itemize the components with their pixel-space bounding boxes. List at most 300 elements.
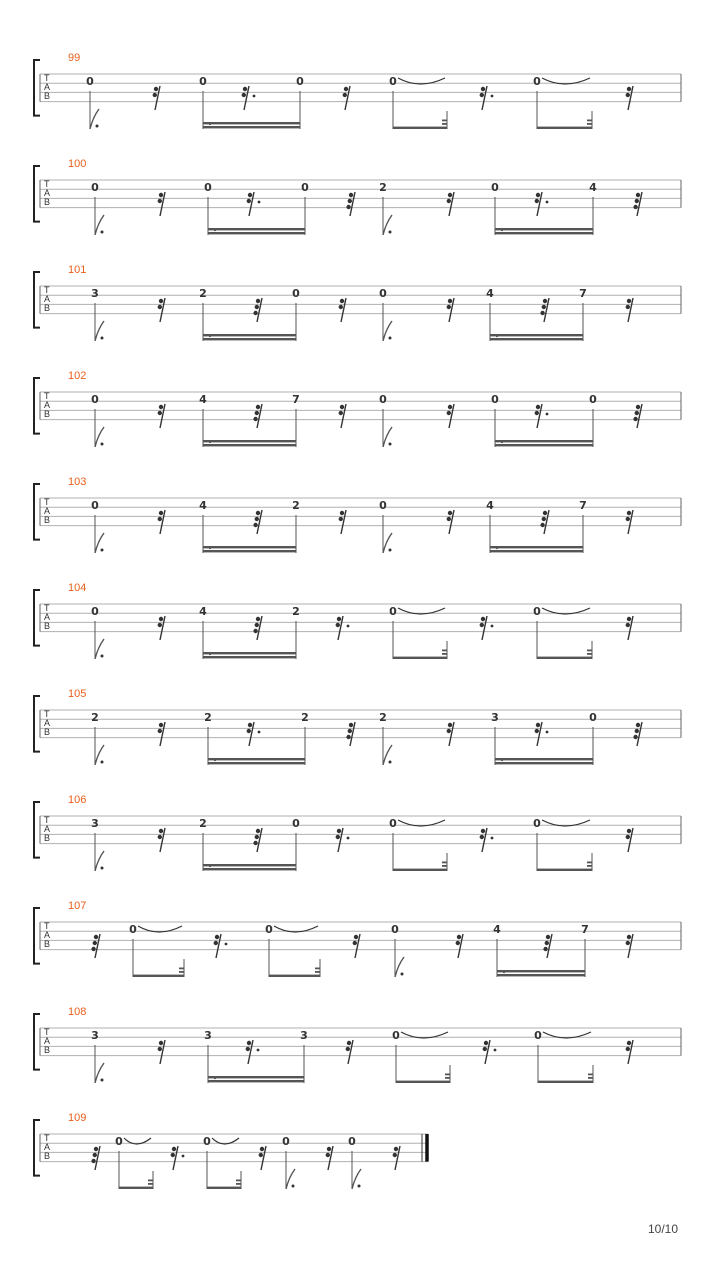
rest-flag [626, 941, 630, 945]
tab-clef-letter: T [44, 1027, 50, 1037]
rest-flag [542, 305, 546, 309]
beam-partial [148, 1180, 153, 1182]
rest-flag [546, 935, 550, 939]
fret-number: 0 [91, 499, 99, 512]
tab-clef-letter: A [44, 1142, 51, 1152]
rest-flag [253, 417, 257, 421]
tab-clef-letter: T [44, 73, 50, 83]
beam-primary [208, 232, 305, 234]
rest-flag [243, 87, 247, 91]
beam-secondary [208, 228, 305, 230]
beam-primary [538, 1081, 593, 1083]
rest-flag [91, 947, 95, 951]
beam-partial [179, 968, 184, 970]
beam-partial [442, 120, 447, 122]
fret-number: 4 [486, 287, 494, 300]
note-dot [214, 759, 216, 761]
fret-number: 0 [91, 605, 99, 618]
note-dot [209, 653, 211, 655]
beam-primary [203, 444, 296, 446]
beam-partial [587, 650, 592, 652]
rest-flag [326, 1153, 330, 1157]
rest-flag [158, 517, 162, 521]
note-dot [209, 123, 211, 125]
rest-flag [159, 617, 163, 621]
rest-flag [633, 417, 637, 421]
rest-flag [255, 305, 259, 309]
rest-flag [94, 1147, 98, 1151]
fret-number: 2 [301, 711, 309, 724]
rest-flag [447, 199, 451, 203]
tab-clef-letter: A [44, 612, 51, 622]
rest-flag [256, 829, 260, 833]
beam-secondary [208, 1076, 304, 1078]
fret-number: 7 [579, 287, 587, 300]
fret-number: 0 [389, 605, 397, 618]
note-dot [389, 549, 392, 552]
rest-dot [347, 625, 350, 628]
beam-partial [442, 653, 447, 655]
beam-primary [203, 338, 296, 340]
rest-flag [172, 1147, 176, 1151]
rest-dot [258, 201, 261, 204]
system-bracket [34, 1120, 40, 1176]
rest-flag [626, 93, 630, 97]
rest-flag [535, 729, 539, 733]
fret-number: 0 [391, 923, 399, 936]
rest-flag [540, 311, 544, 315]
fret-number: 0 [296, 75, 304, 88]
rest-flag [456, 941, 460, 945]
rest-flag [353, 941, 357, 945]
rest-flag [626, 623, 630, 627]
tab-clef-letter: T [44, 391, 50, 401]
tab-clef-letter: A [44, 188, 51, 198]
rest-flag [447, 411, 451, 415]
system-bracket [34, 1014, 40, 1070]
rest-flag [253, 523, 257, 527]
fret-number: 3 [204, 1029, 212, 1042]
fret-number: 0 [292, 287, 300, 300]
measure-number: 101 [68, 264, 87, 276]
beam-partial [315, 968, 320, 970]
rest-flag [540, 523, 544, 527]
rest-flag [340, 299, 344, 303]
tab-clef-letter: B [44, 1045, 51, 1055]
fret-number: 4 [589, 181, 597, 194]
rest-flag [159, 405, 163, 409]
fret-number: 2 [379, 181, 387, 194]
fret-number: 0 [282, 1135, 290, 1148]
rest-flag [535, 199, 539, 203]
beam-secondary [497, 970, 585, 972]
rest-flag [247, 199, 251, 203]
beam-secondary [490, 546, 583, 548]
rest-flag [159, 299, 163, 303]
system-bracket [34, 590, 40, 646]
tab-clef-letter: T [44, 285, 50, 295]
fret-number: 7 [579, 499, 587, 512]
beam-secondary [203, 122, 300, 124]
note-dot [101, 231, 104, 234]
rest-flag [448, 723, 452, 727]
beam-primary [133, 975, 184, 977]
fret-number: 0 [129, 923, 137, 936]
rest-flag [248, 723, 252, 727]
fret-number: 2 [91, 711, 99, 724]
beam-primary [269, 975, 320, 977]
note-dot [401, 973, 404, 976]
rest-flag [171, 1153, 175, 1157]
measure-number: 109 [68, 1112, 87, 1124]
fret-number: 0 [491, 181, 499, 194]
beam-partial [442, 865, 447, 867]
tab-clef-letter: A [44, 294, 51, 304]
rest-flag [627, 511, 631, 515]
rest-flag [481, 617, 485, 621]
rest-flag [339, 305, 343, 309]
system-bracket [34, 272, 40, 328]
fret-number: 4 [199, 499, 207, 512]
beam-secondary [208, 758, 305, 760]
rest-flag [94, 935, 98, 939]
rest-flag [483, 1047, 487, 1051]
rest-flag [242, 93, 246, 97]
rest-flag [448, 405, 452, 409]
system-bracket [34, 696, 40, 752]
measure-number: 99 [68, 52, 81, 64]
note-dot [209, 865, 211, 867]
rest-flag [159, 511, 163, 515]
rest-flag [91, 1159, 95, 1163]
rest-flag [626, 305, 630, 309]
fret-number: 0 [292, 817, 300, 830]
rest-dot [546, 413, 549, 416]
rest-flag [158, 623, 162, 627]
beam-primary [490, 550, 583, 552]
rest-flag [627, 935, 631, 939]
measure-number: 102 [68, 370, 87, 382]
measure-number: 106 [68, 794, 87, 806]
beam-partial [588, 1077, 593, 1079]
fret-number: 0 [534, 1029, 542, 1042]
rest-flag [636, 405, 640, 409]
fret-number: 0 [91, 181, 99, 194]
rest-flag [255, 835, 259, 839]
tab-clef-letter: A [44, 400, 51, 410]
note-dot [101, 655, 104, 658]
system-bracket [34, 60, 40, 116]
rest-dot [225, 943, 228, 946]
note-dot [496, 547, 498, 549]
note-dot [209, 441, 211, 443]
rest-flag [347, 1041, 351, 1045]
rest-flag [636, 193, 640, 197]
note-dot [209, 547, 211, 549]
rest-flag [255, 623, 259, 627]
tab-clef-letter: A [44, 82, 51, 92]
rest-flag [545, 941, 549, 945]
fret-number: 0 [379, 393, 387, 406]
rest-flag [256, 617, 260, 621]
rest-flag [158, 1047, 162, 1051]
rest-flag [543, 299, 547, 303]
fret-number: 0 [91, 393, 99, 406]
rest-flag [481, 87, 485, 91]
tab-clef-letter: B [44, 727, 51, 737]
rest-flag [626, 1047, 630, 1051]
rest-flag [348, 199, 352, 203]
fret-number: 4 [486, 499, 494, 512]
rest-flag [253, 311, 257, 315]
rest-flag [448, 193, 452, 197]
tab-clef-letter: B [44, 1151, 51, 1161]
rest-flag [627, 87, 631, 91]
tab-clef-letter: A [44, 824, 51, 834]
system-bracket [34, 908, 40, 964]
rest-flag [340, 511, 344, 515]
rest-flag [159, 829, 163, 833]
beam-secondary [495, 440, 593, 442]
rest-flag [259, 1153, 263, 1157]
system-bracket [34, 166, 40, 222]
rest-flag [626, 835, 630, 839]
fret-number: 0 [589, 711, 597, 724]
rest-flag [346, 205, 350, 209]
rest-flag [339, 411, 343, 415]
fret-number: 3 [91, 1029, 99, 1042]
fret-number: 0 [301, 181, 309, 194]
tab-clef-letter: A [44, 930, 51, 940]
rest-flag [543, 947, 547, 951]
rest-dot [347, 837, 350, 840]
measure-number: 105 [68, 688, 87, 700]
fret-number: 7 [292, 393, 300, 406]
note-dot [389, 337, 392, 340]
beam-secondary [203, 440, 296, 442]
beam-secondary [203, 546, 296, 548]
note-dot [501, 759, 503, 761]
note-dot [389, 443, 392, 446]
rest-flag [394, 1147, 398, 1151]
rest-flag [627, 829, 631, 833]
rest-dot [546, 201, 549, 204]
rest-flag [480, 835, 484, 839]
fret-number: 0 [115, 1135, 123, 1148]
rest-flag [247, 1041, 251, 1045]
fret-number: 2 [199, 287, 207, 300]
beam-primary [497, 974, 585, 976]
tab-clef-letter: B [44, 939, 51, 949]
fret-number: 3 [491, 711, 499, 724]
system-bracket [34, 802, 40, 858]
note-dot [96, 125, 99, 128]
rest-flag [93, 1153, 97, 1157]
note-dot [503, 971, 505, 973]
rest-flag [153, 93, 157, 97]
rest-flag [158, 411, 162, 415]
measure-number: 104 [68, 582, 87, 594]
rest-flag [158, 199, 162, 203]
rest-flag [542, 517, 546, 521]
note-dot [101, 761, 104, 764]
tab-clef-letter: B [44, 621, 51, 631]
note-dot [214, 229, 216, 231]
fret-number: 2 [379, 711, 387, 724]
fret-number: 0 [589, 393, 597, 406]
beam-primary [203, 868, 296, 870]
note-dot [214, 1077, 216, 1079]
fret-number: 0 [533, 75, 541, 88]
tab-clef-letter: A [44, 506, 51, 516]
beam-primary [490, 338, 583, 340]
beam-primary [495, 232, 593, 234]
rest-flag [159, 193, 163, 197]
beam-primary [203, 126, 300, 128]
rest-dot [491, 837, 494, 840]
rest-flag [635, 199, 639, 203]
beam-partial [236, 1180, 241, 1182]
beam-secondary [203, 864, 296, 866]
note-dot [101, 549, 104, 552]
beam-primary [396, 1081, 450, 1083]
rest-flag [159, 1041, 163, 1045]
beam-primary [208, 1080, 304, 1082]
rest-flag [481, 829, 485, 833]
fret-number: 0 [348, 1135, 356, 1148]
beam-partial [587, 865, 592, 867]
rest-flag [214, 941, 218, 945]
rest-flag [447, 517, 451, 521]
rest-flag [158, 729, 162, 733]
rest-flag [336, 835, 340, 839]
rest-flag [536, 723, 540, 727]
tab-clef-letter: B [44, 197, 51, 207]
rest-flag [327, 1147, 331, 1151]
rest-flag [346, 1047, 350, 1051]
rest-flag [215, 935, 219, 939]
note-dot [292, 1185, 295, 1188]
rest-flag [337, 829, 341, 833]
beam-partial [588, 1074, 593, 1076]
fret-number: 0 [203, 1135, 211, 1148]
fret-number: 0 [392, 1029, 400, 1042]
rest-flag [260, 1147, 264, 1151]
beam-partial [587, 123, 592, 125]
rest-flag [457, 935, 461, 939]
fret-number: 0 [533, 605, 541, 618]
fret-number: 0 [389, 817, 397, 830]
fret-number: 0 [533, 817, 541, 830]
rest-flag [536, 405, 540, 409]
rest-flag [354, 935, 358, 939]
note-dot [358, 1185, 361, 1188]
beam-partial [315, 971, 320, 973]
beam-partial [587, 653, 592, 655]
system-bracket [34, 378, 40, 434]
beam-secondary [203, 652, 296, 654]
tab-clef-letter: T [44, 497, 50, 507]
rest-flag [256, 299, 260, 303]
rest-flag [93, 941, 97, 945]
fret-number: 3 [300, 1029, 308, 1042]
tab-clef-letter: B [44, 409, 51, 419]
beam-primary [207, 1187, 241, 1189]
rest-flag [543, 511, 547, 515]
rest-flag [246, 1047, 250, 1051]
rest-flag [635, 411, 639, 415]
rest-flag [484, 1041, 488, 1045]
beam-secondary [490, 334, 583, 336]
beam-primary [393, 127, 447, 129]
fret-number: 4 [199, 605, 207, 618]
rest-flag [158, 305, 162, 309]
tab-clef-letter: T [44, 709, 50, 719]
rest-flag [154, 87, 158, 91]
rest-flag [349, 193, 353, 197]
beam-partial [148, 1183, 153, 1185]
fret-number: 0 [379, 287, 387, 300]
rest-flag [626, 517, 630, 521]
rest-flag [633, 205, 637, 209]
note-dot [101, 337, 104, 340]
fret-number: 2 [292, 499, 300, 512]
rest-dot [258, 731, 261, 734]
tab-clef-letter: B [44, 91, 51, 101]
rest-flag [627, 617, 631, 621]
beam-primary [537, 127, 592, 129]
rest-flag [633, 735, 637, 739]
measure-number: 108 [68, 1006, 87, 1018]
beam-secondary [495, 758, 593, 760]
rest-flag [253, 841, 257, 845]
beam-secondary [203, 334, 296, 336]
rest-flag [346, 735, 350, 739]
rest-flag [255, 411, 259, 415]
beam-partial [587, 862, 592, 864]
fret-number: 0 [491, 393, 499, 406]
rest-flag [256, 511, 260, 515]
note-dot [101, 867, 104, 870]
beam-partial [442, 123, 447, 125]
fret-number: 0 [265, 923, 273, 936]
measure-number: 107 [68, 900, 87, 912]
note-dot [501, 229, 503, 231]
fret-number: 7 [581, 923, 589, 936]
rest-flag [535, 411, 539, 415]
beam-partial [587, 120, 592, 122]
rest-flag [343, 93, 347, 97]
rest-flag [339, 517, 343, 521]
rest-flag [348, 729, 352, 733]
fret-number: 0 [204, 181, 212, 194]
rest-flag [480, 93, 484, 97]
note-dot [101, 1079, 104, 1082]
beam-primary [203, 656, 296, 658]
beam-primary [119, 1187, 153, 1189]
beam-partial [442, 862, 447, 864]
rest-flag [158, 835, 162, 839]
beam-primary [393, 869, 447, 871]
beam-primary [537, 869, 592, 871]
rest-dot [253, 95, 256, 98]
rest-flag [627, 299, 631, 303]
beam-partial [442, 650, 447, 652]
beam-primary [393, 657, 447, 659]
rest-dot [546, 731, 549, 734]
beam-primary [495, 762, 593, 764]
tab-clef-letter: A [44, 718, 51, 728]
